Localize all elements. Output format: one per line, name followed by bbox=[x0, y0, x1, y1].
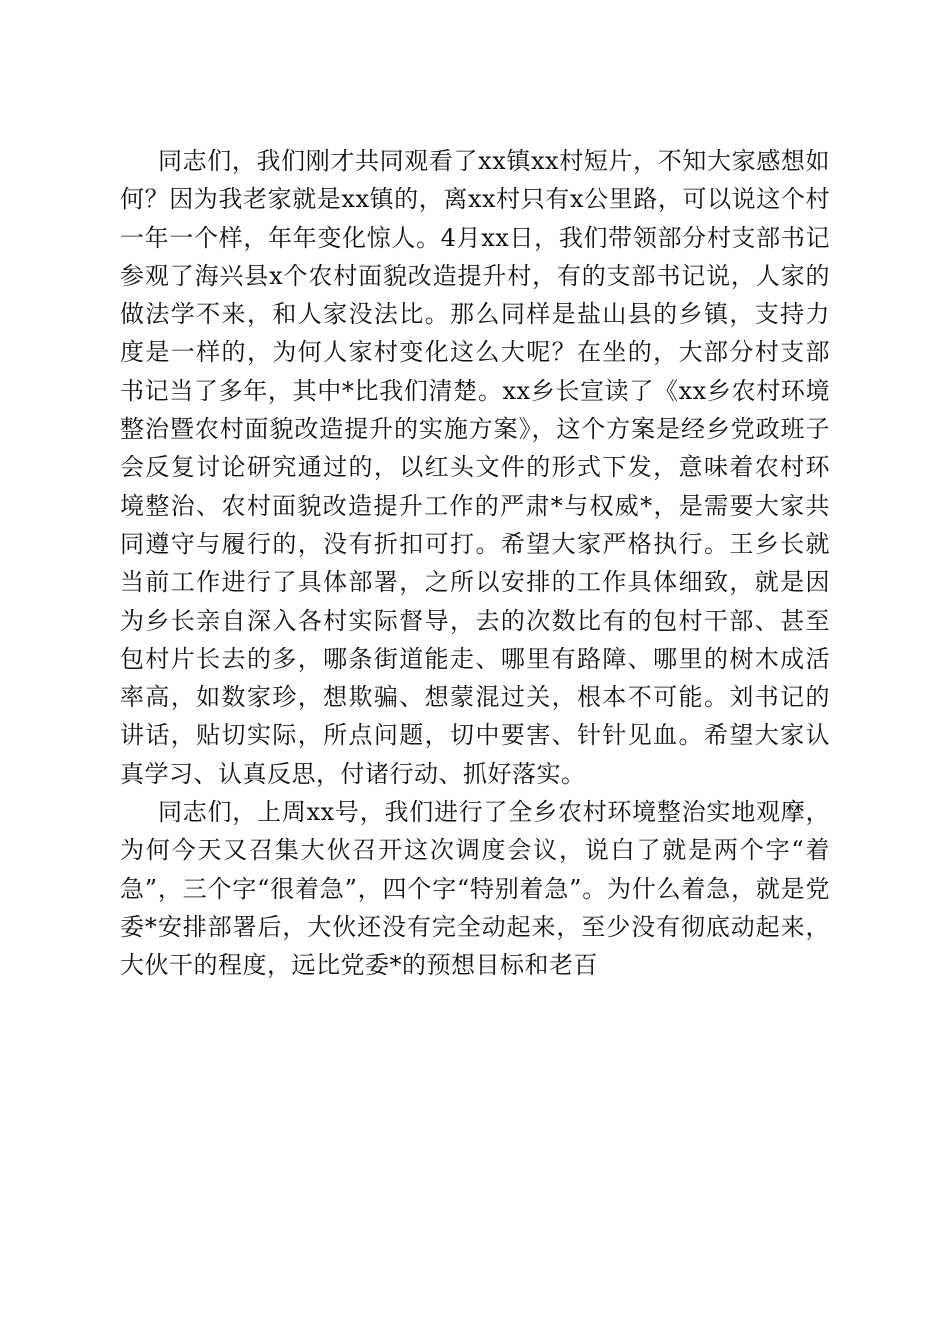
paragraph-1: 同志们，我们刚才共同观看了xx镇xx村短片，不知大家感想如何？因为我老家就是xx镇的，离xx村只有x公里路，可以说这个村一年一个样，年年变化惊人。4月xx日，我们带领部分村支部书记参观了海兴县x个农村面貌改造提升村，有的支部书记说，人家的做法学不来，和人家没法比。那么同样是盐山县的乡镇，支持力度是一样的，为何人家村变化这么大呢？在坐的，大部分村支部书记当了多年，其中*比我们清楚。xx乡长宣读了《xx乡农村环境整治暨农村面貌改造提升的实施方案》，这个方案是经乡党政班子会反复讨论研究通过的，以红头文件的形式下发，意味着农村环境整治、农村面貌改造提升工作的严肃*与权威*，是需要大家共同遵守与履行的，没有折扣可打。希望大家严格执行。王乡长就当前工作进行了具体部署，之所以安排的工作具体细致，就是因为乡长亲自深入各村实际督导，去的次数比有的包村干部、甚至包村片长去的多，哪条街道能走、哪里有路障、哪里的树木成活率高，如数家珍，想欺骗、想蒙混过关，根本不可能。刘书记的讲话，贴切实际，所点问题，切中要害、针针见血。希望大家认真学习、认真反思，付诸行动、抓好落实。 bbox=[120, 147, 830, 788]
document-body bbox=[120, 142, 830, 985]
paragraph-2: 同志们，上周xx号，我们进行了全乡农村环境整治实地观摩，为何今天又召集大伙召开这次调度会议，说白了就是两个字“着急”，三个字“很着急”，四个字“特别着急”。为什么着急，就是党委*安排部署后，大伙还没有完全动起来，至少没有彻底动起来，大伙干的程度，远比党委*的预想目标和老百 bbox=[120, 798, 830, 980]
